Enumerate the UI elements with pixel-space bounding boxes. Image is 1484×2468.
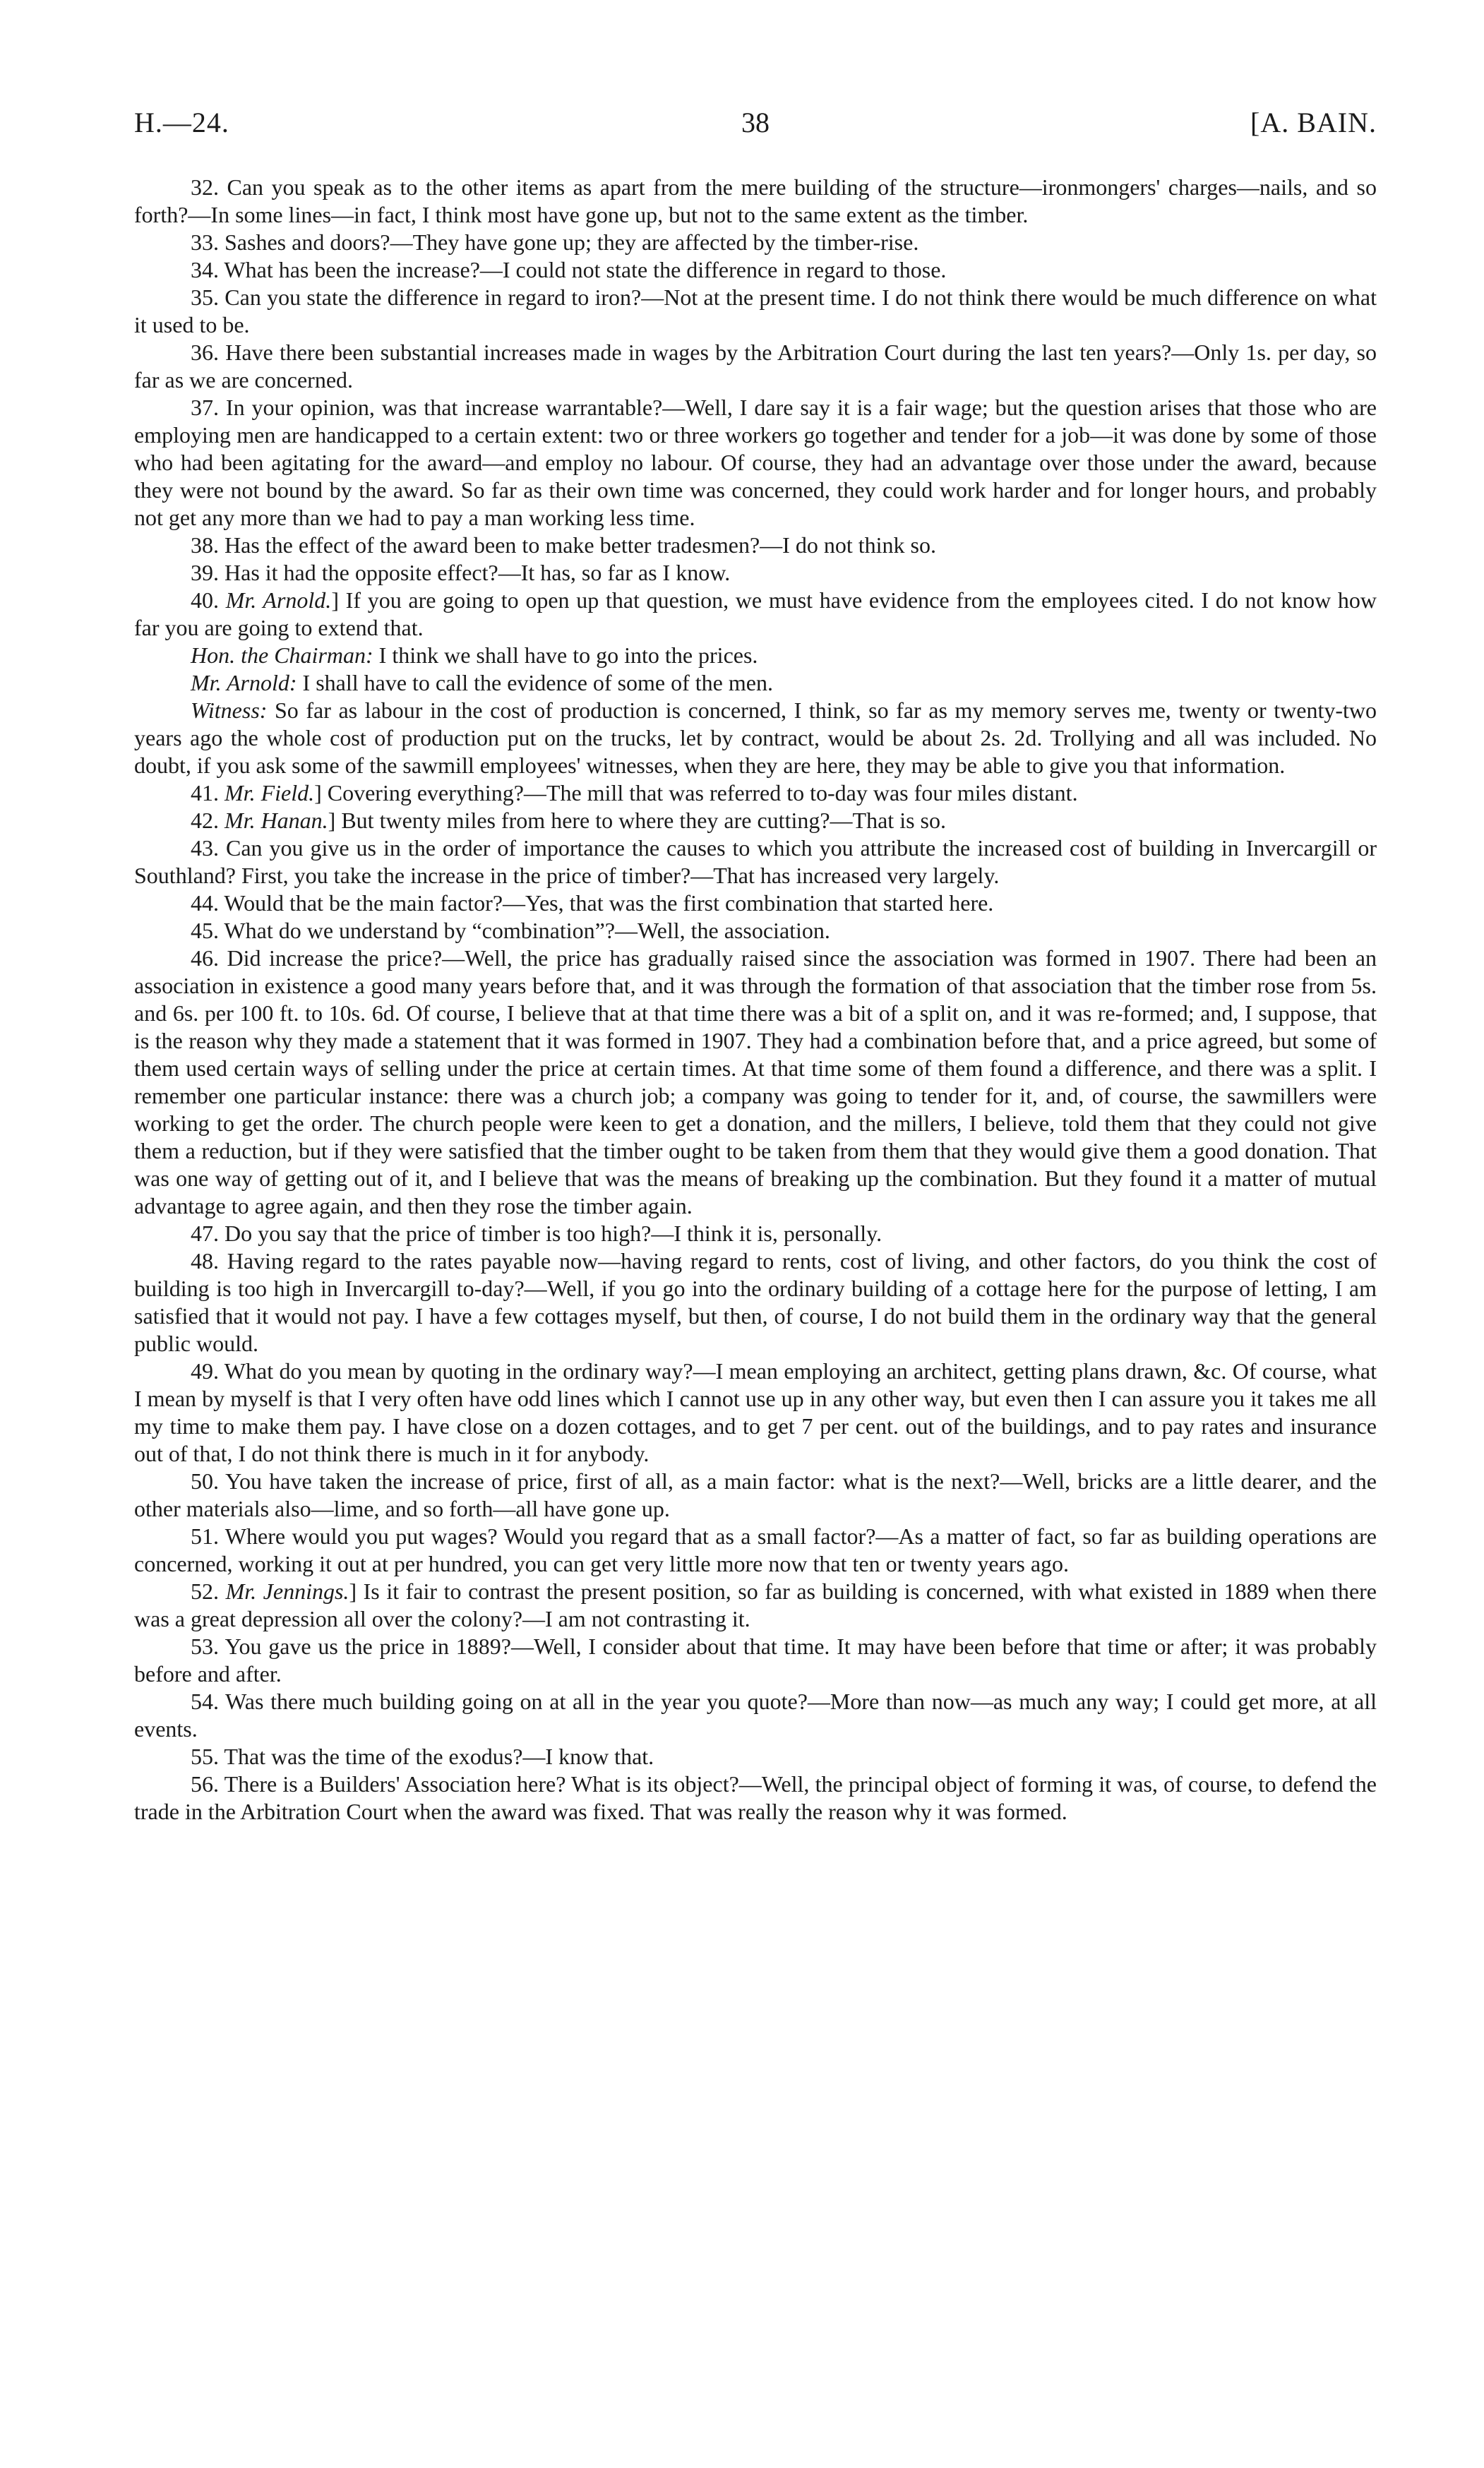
speaker-name: Mr. Field.: [225, 780, 315, 805]
document-reference: H.—24.: [134, 107, 229, 138]
paragraph-text: 49. What do you mean by quoting in the ordinary way?—I mean employing an architect, getting plans drawn, &c. Of course, what I mean by myself is that I very often have odd lines which I cannot use up in any other way, but even then I can assure you it takes me all my time to make them pay. I have close on a dozen cottages, and to get 7 per cent. out of the buildings, and to pay rates and insurance out of that, I do not think there is much in it for anybody.: [134, 1358, 1377, 1466]
testimony-paragraph: [134, 339, 1377, 394]
testimony-paragraph: [134, 174, 1377, 229]
testimony-paragraph: [134, 669, 1377, 697]
testimony-paragraph: [134, 1247, 1377, 1358]
paragraph-text: 48. Having regard to the rates payable now—having regard to rents, cost of living, and other factors, do you think the cost of building is too high in Invercargill to-day?—Well, if you go into the ordinary building of a cottage here for the purpose of letting, I am satisfied that it would not pay. I have a few cottages myself, but then, of course, I do not build them in the ordinary way that the general public would.: [134, 1248, 1377, 1356]
document-page: [134, 99, 1377, 1826]
paragraph-text: ] If you are going to open up that question, we must have evidence from the employees cited. I do not know how far you are going to extend that.: [134, 587, 1377, 640]
testimony-paragraph: [134, 1358, 1377, 1468]
testimony-paragraph: [134, 1523, 1377, 1578]
paragraph-text: 53. You gave us the price in 1889?—Well, I consider about that time. It may have been before that time or after; it was probably before and after.: [134, 1634, 1377, 1687]
speaker-name: Witness:: [191, 697, 268, 723]
testimony-body: [134, 174, 1377, 1826]
page-header: [134, 99, 1377, 148]
paragraph-text: 56. There is a Builders' Association here? What is its object?—Well, the principal object of forming it was, of course, to defend the trade in the Arbitration Court when the award was fixed. That was really the reason why it was formed.: [134, 1771, 1377, 1824]
paragraph-text: So far as labour in the cost of production is concerned, I think, so far as my memory serves me, twenty or twenty-two years ago the whole cost of production put on the trucks, let by contract, would be about 2s. 2d. Trollying and all was included. No doubt, if you ask some of the sawmill employees' witnesses, when they are here, they may be able to give you that information.: [134, 697, 1377, 778]
paragraph-text: 47. Do you say that the price of timber is too high?—I think it is, personally.: [191, 1221, 882, 1246]
testimony-paragraph: [134, 889, 1377, 917]
testimony-paragraph: [134, 1578, 1377, 1633]
paragraph-text: 51. Where would you put wages? Would you regard that as a small factor?—As a matter of fact, so far as building operations are concerned, working it out at per hundred, you can get very little more now that ten or twenty years ago.: [134, 1523, 1377, 1576]
testimony-paragraph: [134, 1633, 1377, 1688]
testimony-paragraph: [134, 807, 1377, 834]
question-number: 52.: [191, 1579, 226, 1604]
testimony-paragraph: [134, 394, 1377, 532]
paragraph-text: 43. Can you give us in the order of importance the causes to which you attribute the increased cost of building in Invercargill or Southland? First, you take the increase in the price of timber?—That has increased very largely.: [134, 835, 1377, 888]
speaker-name: Mr. Arnold.: [225, 587, 332, 613]
paragraph-text: 44. Would that be the main factor?—Yes, that was the first combination that started here.: [191, 890, 994, 916]
testimony-paragraph: [134, 642, 1377, 669]
paragraph-text: 38. Has the effect of the award been to make better tradesmen?—I do not think so.: [191, 532, 936, 558]
paragraph-text: 32. Can you speak as to the other items as apart from the mere building of the structure—ironmongers' charges—nails, and so forth?—In some lines—in fact, I think most have gone up, but not to the same extent as the timber.: [134, 174, 1377, 227]
testimony-paragraph: [134, 1220, 1377, 1247]
paragraph-text: 36. Have there been substantial increases made in wages by the Arbitration Court during the last ten years?—Only 1s. per day, so far as we are concerned.: [134, 340, 1377, 393]
speaker-name: Mr. Arnold:: [191, 670, 297, 695]
testimony-paragraph: [134, 587, 1377, 642]
paragraph-text: 45. What do we understand by “combination”?—Well, the association.: [191, 918, 830, 943]
question-number: 41.: [191, 780, 225, 805]
witness-name: [A. BAIN.: [1250, 107, 1377, 138]
paragraph-text: 54. Was there much building going on at all in the year you quote?—More than now—as much any way; I could get more, at all events.: [134, 1689, 1377, 1742]
testimony-paragraph: [134, 1688, 1377, 1743]
testimony-paragraph: [134, 559, 1377, 587]
paragraph-text: 39. Has it had the opposite effect?—It has, so far as I know.: [191, 560, 731, 585]
testimony-paragraph: [134, 1743, 1377, 1771]
testimony-paragraph: [134, 945, 1377, 1220]
paragraph-text: 35. Can you state the difference in regard to iron?—Not at the present time. I do not think there would be much difference on what it used to be.: [134, 284, 1377, 337]
question-number: 42.: [191, 808, 225, 833]
speaker-name: Mr. Hanan.: [225, 808, 328, 833]
paragraph-text: 34. What has been the increase?—I could not state the difference in regard to those.: [191, 257, 947, 282]
testimony-paragraph: [134, 256, 1377, 284]
question-number: 40.: [191, 587, 226, 613]
testimony-paragraph: [134, 1771, 1377, 1826]
paragraph-text: ] Is it fair to contrast the present position, so far as building is concerned, with what existed in 1889 when there was a great depression all over the colony?—I am not contrasting it.: [134, 1579, 1377, 1631]
paragraph-text: 50. You have taken the increase of price, first of all, as a main factor: what is the next?—Well, bricks are a little dearer, and the other materials also—lime, and so forth—all have gone up.: [134, 1468, 1377, 1521]
testimony-paragraph: [134, 1468, 1377, 1523]
paragraph-text: 55. That was the time of the exodus?—I know that.: [191, 1744, 654, 1769]
testimony-paragraph: [134, 532, 1377, 559]
testimony-paragraph: [134, 779, 1377, 807]
testimony-paragraph: [134, 229, 1377, 256]
testimony-paragraph: [134, 834, 1377, 889]
testimony-paragraph: [134, 917, 1377, 945]
page-number: 38: [741, 107, 770, 138]
speaker-name: Mr. Jennings.: [225, 1579, 349, 1604]
paragraph-text: 33. Sashes and doors?—They have gone up; they are affected by the timber-rise.: [191, 229, 919, 255]
paragraph-text: 46. Did increase the price?—Well, the price has gradually raised since the association was formed in 1907. There had been an association in existence a good many years before that, and it was through the formation of that association that the timber rose from 5s. and 6s. per 100 ft. to 10s. 6d. Of course, I believe that at that time there was a bit of a split on, and it was re-formed; and, I suppose, that is the reason why they made a statement that it was formed in 1907. They had a combination before that, and a price agreed, but some of them used certain ways of selling under the price at certain times. At that time some of them found a difference, and there was a split. I remember one particular instance: there was a church job; a company was going to tender for it, and, of course, the sawmillers were working to get the order. The church people were keen to get a donation, and the millers, I believe, told them that they could not give them a reduction, but if they were satisfied that the timber ought to be taken from them that they would give them a good donation. That was one way of getting out of it, and I believe that was the means of breaking up the combination. But they found it a matter of mutual advantage to agree again, and then they rose the timber again.: [134, 945, 1377, 1218]
paragraph-text: 37. In your opinion, was that increase warrantable?—Well, I dare say it is a fair wage; but the question arises that those who are employing men are handicapped to a certain extent: two or three workers go together and tender for a job—it was done by some of those who had been agitating for the award—and employ no labour. Of course, they had an advantage over those under the award, because they were not bound by the award. So far as their own time was concerned, they could work harder and for longer hours, and probably not get any more than we had to pay a man working less time.: [134, 395, 1377, 530]
testimony-paragraph: [134, 697, 1377, 779]
paragraph-text: I think we shall have to go into the prices.: [373, 642, 758, 668]
paragraph-text: ] Covering everything?—The mill that was referred to to-day was four miles distant.: [314, 780, 1078, 805]
testimony-paragraph: [134, 284, 1377, 339]
speaker-name: Hon. the Chairman:: [191, 642, 373, 668]
paragraph-text: I shall have to call the evidence of some of the men.: [297, 670, 773, 695]
paragraph-text: ] But twenty miles from here to where they are cutting?—That is so.: [328, 808, 946, 833]
